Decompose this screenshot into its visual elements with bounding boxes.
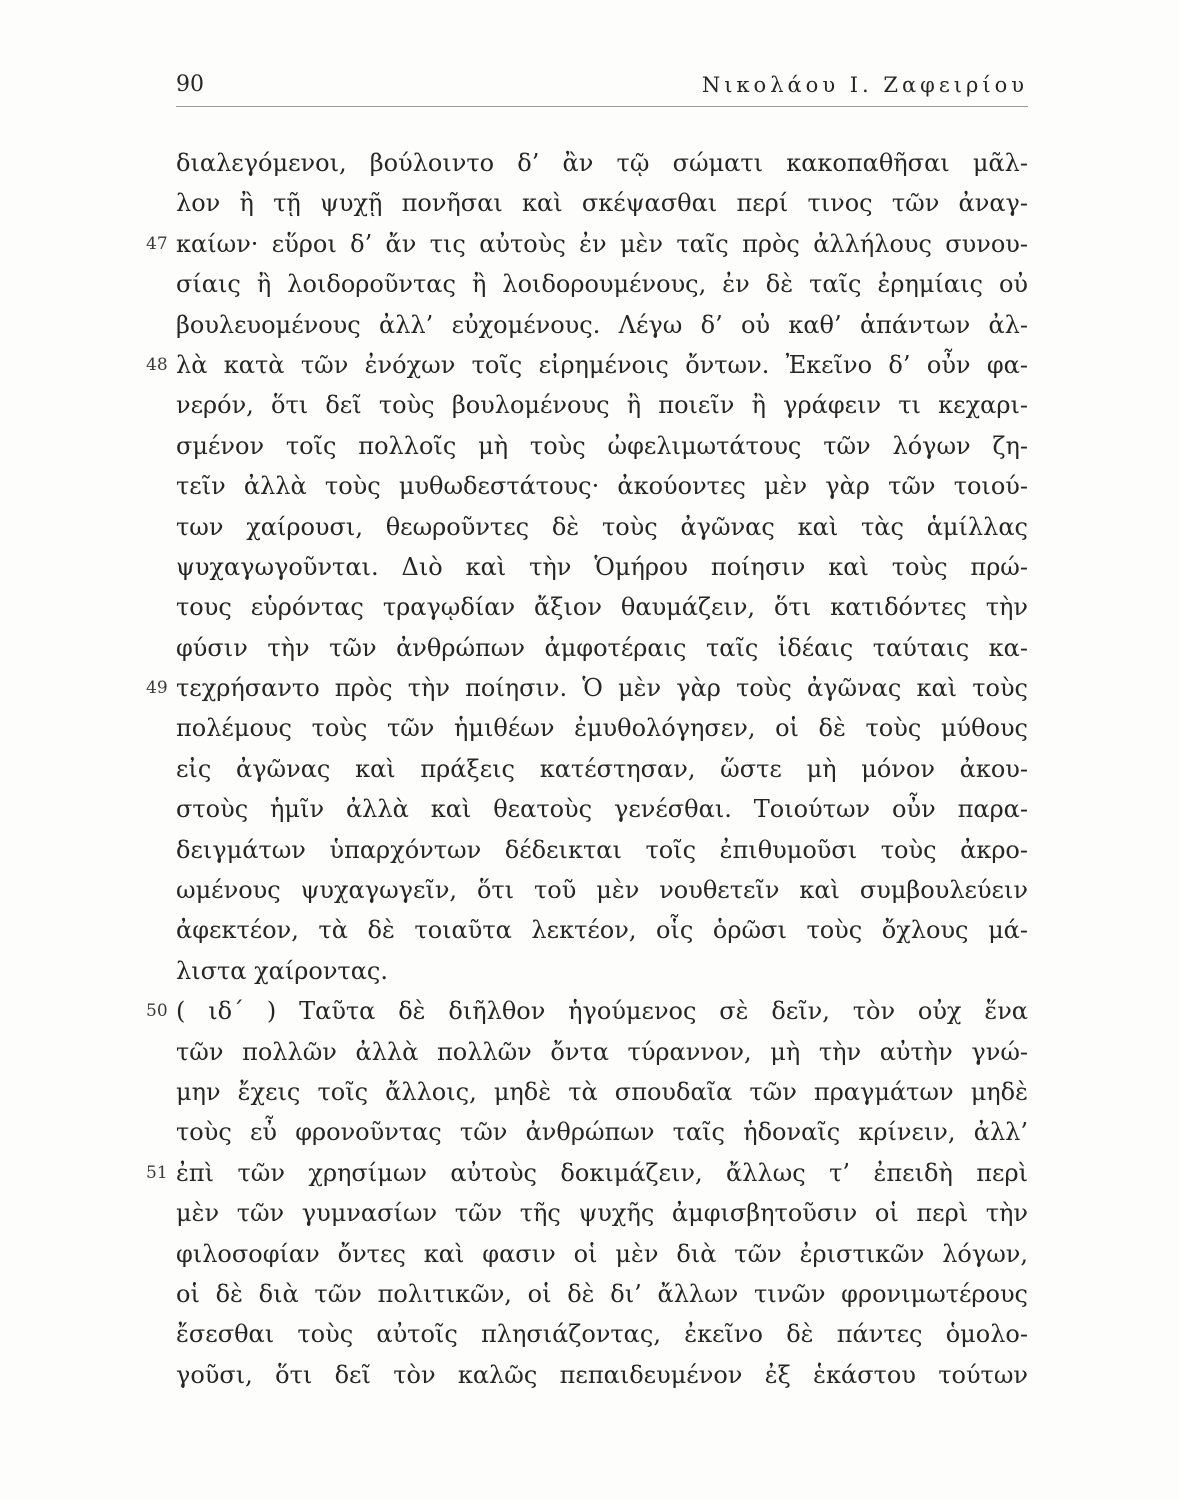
line-number: 50 [146,1001,168,1022]
text-line [0,991,1179,1031]
line-text: μην ἔχεις τοῖς ἄλλοις, μηδὲ τὰ σπουδαῖα τῶν πραγμάτων μηδὲ [176,1077,1028,1106]
text-line [0,426,1179,466]
text-line [0,345,1179,385]
line-text: τεχρήσαντο πρὸς τὴν ποίησιν. Ὁ μὲν γὰρ τοὺς ἀγῶνας καὶ τοὺς [176,674,1028,703]
line-text: δειγμάτων ὑπαρχόντων δέδεικται τοῖς ἐπιθυμοῦσι τοὺς ἀκρο- [176,835,1028,864]
line-text: φιλοσοφίαν ὄντες καὶ φασιν οἱ μὲν διὰ τῶν ἐριστικῶν λόγων, [176,1239,1028,1268]
line-text: ἀφεκτέον, τὰ δὲ τοιαῦτα λεκτέον, οἷς ὁρῶσι τοὺς ὄχλους μά- [176,916,1028,945]
line-text: τοὺς εὖ φρονοῦντας τῶν ἀνθρώπων ταῖς ἡδοναῖς κρίνειν, ἀλλ’ [176,1118,1028,1147]
line-text: πολέμους τοὺς τῶν ἡμιθέων ἐμυθολόγησεν, οἱ δὲ τοὺς μύθους [176,714,1028,743]
line-text: σίαις ἢ λοιδοροῦντας ἢ λοιδορουμένους, ἐν δὲ ταῖς ἐρημίαις οὐ [176,270,1028,299]
text-line [0,466,1179,506]
text-line [0,910,1179,950]
line-text: λιστα χαίροντας. [176,956,388,985]
text-line [0,224,1179,264]
line-text: τους εὑρόντας τραγῳδίαν ἄξιον θαυμάζειν, ὅτι κατιδόντες τὴν [176,593,1028,622]
line-text: ψυχαγωγοῦνται. Διὸ καὶ τὴν Ὁμήρου ποίησιν καὶ τοὺς πρώ- [176,552,1028,581]
running-head [176,70,1028,100]
text-line [0,628,1179,668]
text-line [0,1193,1179,1233]
text-body [0,143,1179,1395]
line-text: των χαίρουσι, θεωροῦντες δὲ τοὺς ἀγῶνας καὶ τὰς ἁμίλλας [176,512,1028,541]
text-line [0,587,1179,627]
line-text: σμένον τοῖς πολλοῖς μὴ τοὺς ὠφελιμωτάτους τῶν λόγων ζη- [176,431,1028,460]
line-text: λὰ κατὰ τῶν ἐνόχων τοῖς εἰρημένοις ὄντων. Ἐκεῖνο δ’ οὖν φα- [176,350,1028,379]
line-text: νερόν, ὅτι δεῖ τοὺς βουλομένους ἢ ποιεῖν ἢ γράφειν τι κεχαρι- [176,391,1028,420]
text-line [0,385,1179,425]
line-text: ( ιδ΄ ) Ταῦτα δὲ διῆλθον ἡγούμενος σὲ δεῖν, τὸν οὐχ ἕνα [176,997,1028,1026]
line-number: 49 [146,678,168,699]
line-text: φύσιν τὴν τῶν ἀνθρώπων ἀμφοτέραις ταῖς ἰδέαις ταύταις κα- [176,633,1028,662]
line-number: 48 [146,354,168,375]
page-number: 90 [176,72,204,97]
text-line [0,547,1179,587]
line-text: ἐπὶ τῶν χρησίμων αὐτοὺς δοκιμάζειν, ἄλλως τ’ ἐπειδὴ περὶ [176,1158,1028,1187]
text-line [0,1234,1179,1274]
text-line [0,1355,1179,1395]
line-number: 47 [146,233,168,254]
header-rule [176,106,1028,107]
line-text: λον ἢ τῇ ψυχῇ πονῆσαι καὶ σκέψασθαι περί τινος τῶν ἀναγ- [176,189,1028,218]
line-text: οἱ δὲ διὰ τῶν πολιτικῶν, οἱ δὲ δι’ ἄλλων τινῶν φρονιμωτέρους [176,1279,1028,1308]
line-text: βουλευομένους ἀλλ’ εὐχομένους. Λέγω δ’ οὐ καθ’ ἁπάντων ἀλ- [176,310,1028,339]
line-text: ωμένους ψυχαγωγεῖν, ὅτι τοῦ μὲν νουθετεῖν καὶ συμβουλεύειν [176,876,1028,905]
line-text: τῶν πολλῶν ἀλλὰ πολλῶν ὄντα τύραννον, μὴ τὴν αὐτὴν γνώ- [176,1037,1028,1066]
text-line [0,264,1179,304]
text-line [0,1314,1179,1354]
text-line [0,1032,1179,1072]
line-text: ἔσεσθαι τοὺς αὐτοῖς πλησιάζοντας, ἐκεῖνο δὲ πάντες ὁμολο- [176,1320,1028,1349]
text-line [0,708,1179,748]
text-line [0,183,1179,223]
line-text: στοὺς ἡμῖν ἀλλὰ καὶ θεατοὺς γενέσθαι. Τοιούτων οὖν παρα- [176,795,1028,824]
text-line [0,143,1179,183]
text-line [0,789,1179,829]
line-text: τεῖν ἀλλὰ τοὺς μυθωδεστάτους· ἀκούοντες μὲν γὰρ τῶν τοιού- [176,472,1028,501]
text-line [0,668,1179,708]
text-line [0,870,1179,910]
line-text: διαλεγόμενοι, βούλοιντο δ’ ἂν τῷ σώματι κακοπαθῆσαι μᾶλ- [176,149,1028,177]
line-text: εἰς ἀγῶνας καὶ πράξεις κατέστησαν, ὥστε μὴ μόνον ἀκου- [176,754,1028,783]
text-line [0,1153,1179,1193]
text-line [0,305,1179,345]
text-line [0,507,1179,547]
line-text: καίων· εὕροι δ’ ἄν τις αὐτοὺς ἐν μὲν ταῖς πρὸς ἀλλήλους συνου- [176,229,1028,258]
text-line [0,951,1179,991]
text-line [0,830,1179,870]
text-line [0,1072,1179,1112]
line-text: γοῦσι, ὅτι δεῖ τὸν καλῶς πεπαιδευμένον ἐξ ἑκάστου τούτων [176,1360,1028,1389]
running-title: Νικολάου Ι. Ζαφειρίου [701,73,1028,97]
text-line [0,1112,1179,1152]
text-line [0,1274,1179,1314]
line-text: μὲν τῶν γυμνασίων τῶν τῆς ψυχῆς ἀμφισβητοῦσιν οἱ περὶ τὴν [176,1199,1028,1228]
line-number: 51 [146,1162,168,1183]
text-line [0,749,1179,789]
